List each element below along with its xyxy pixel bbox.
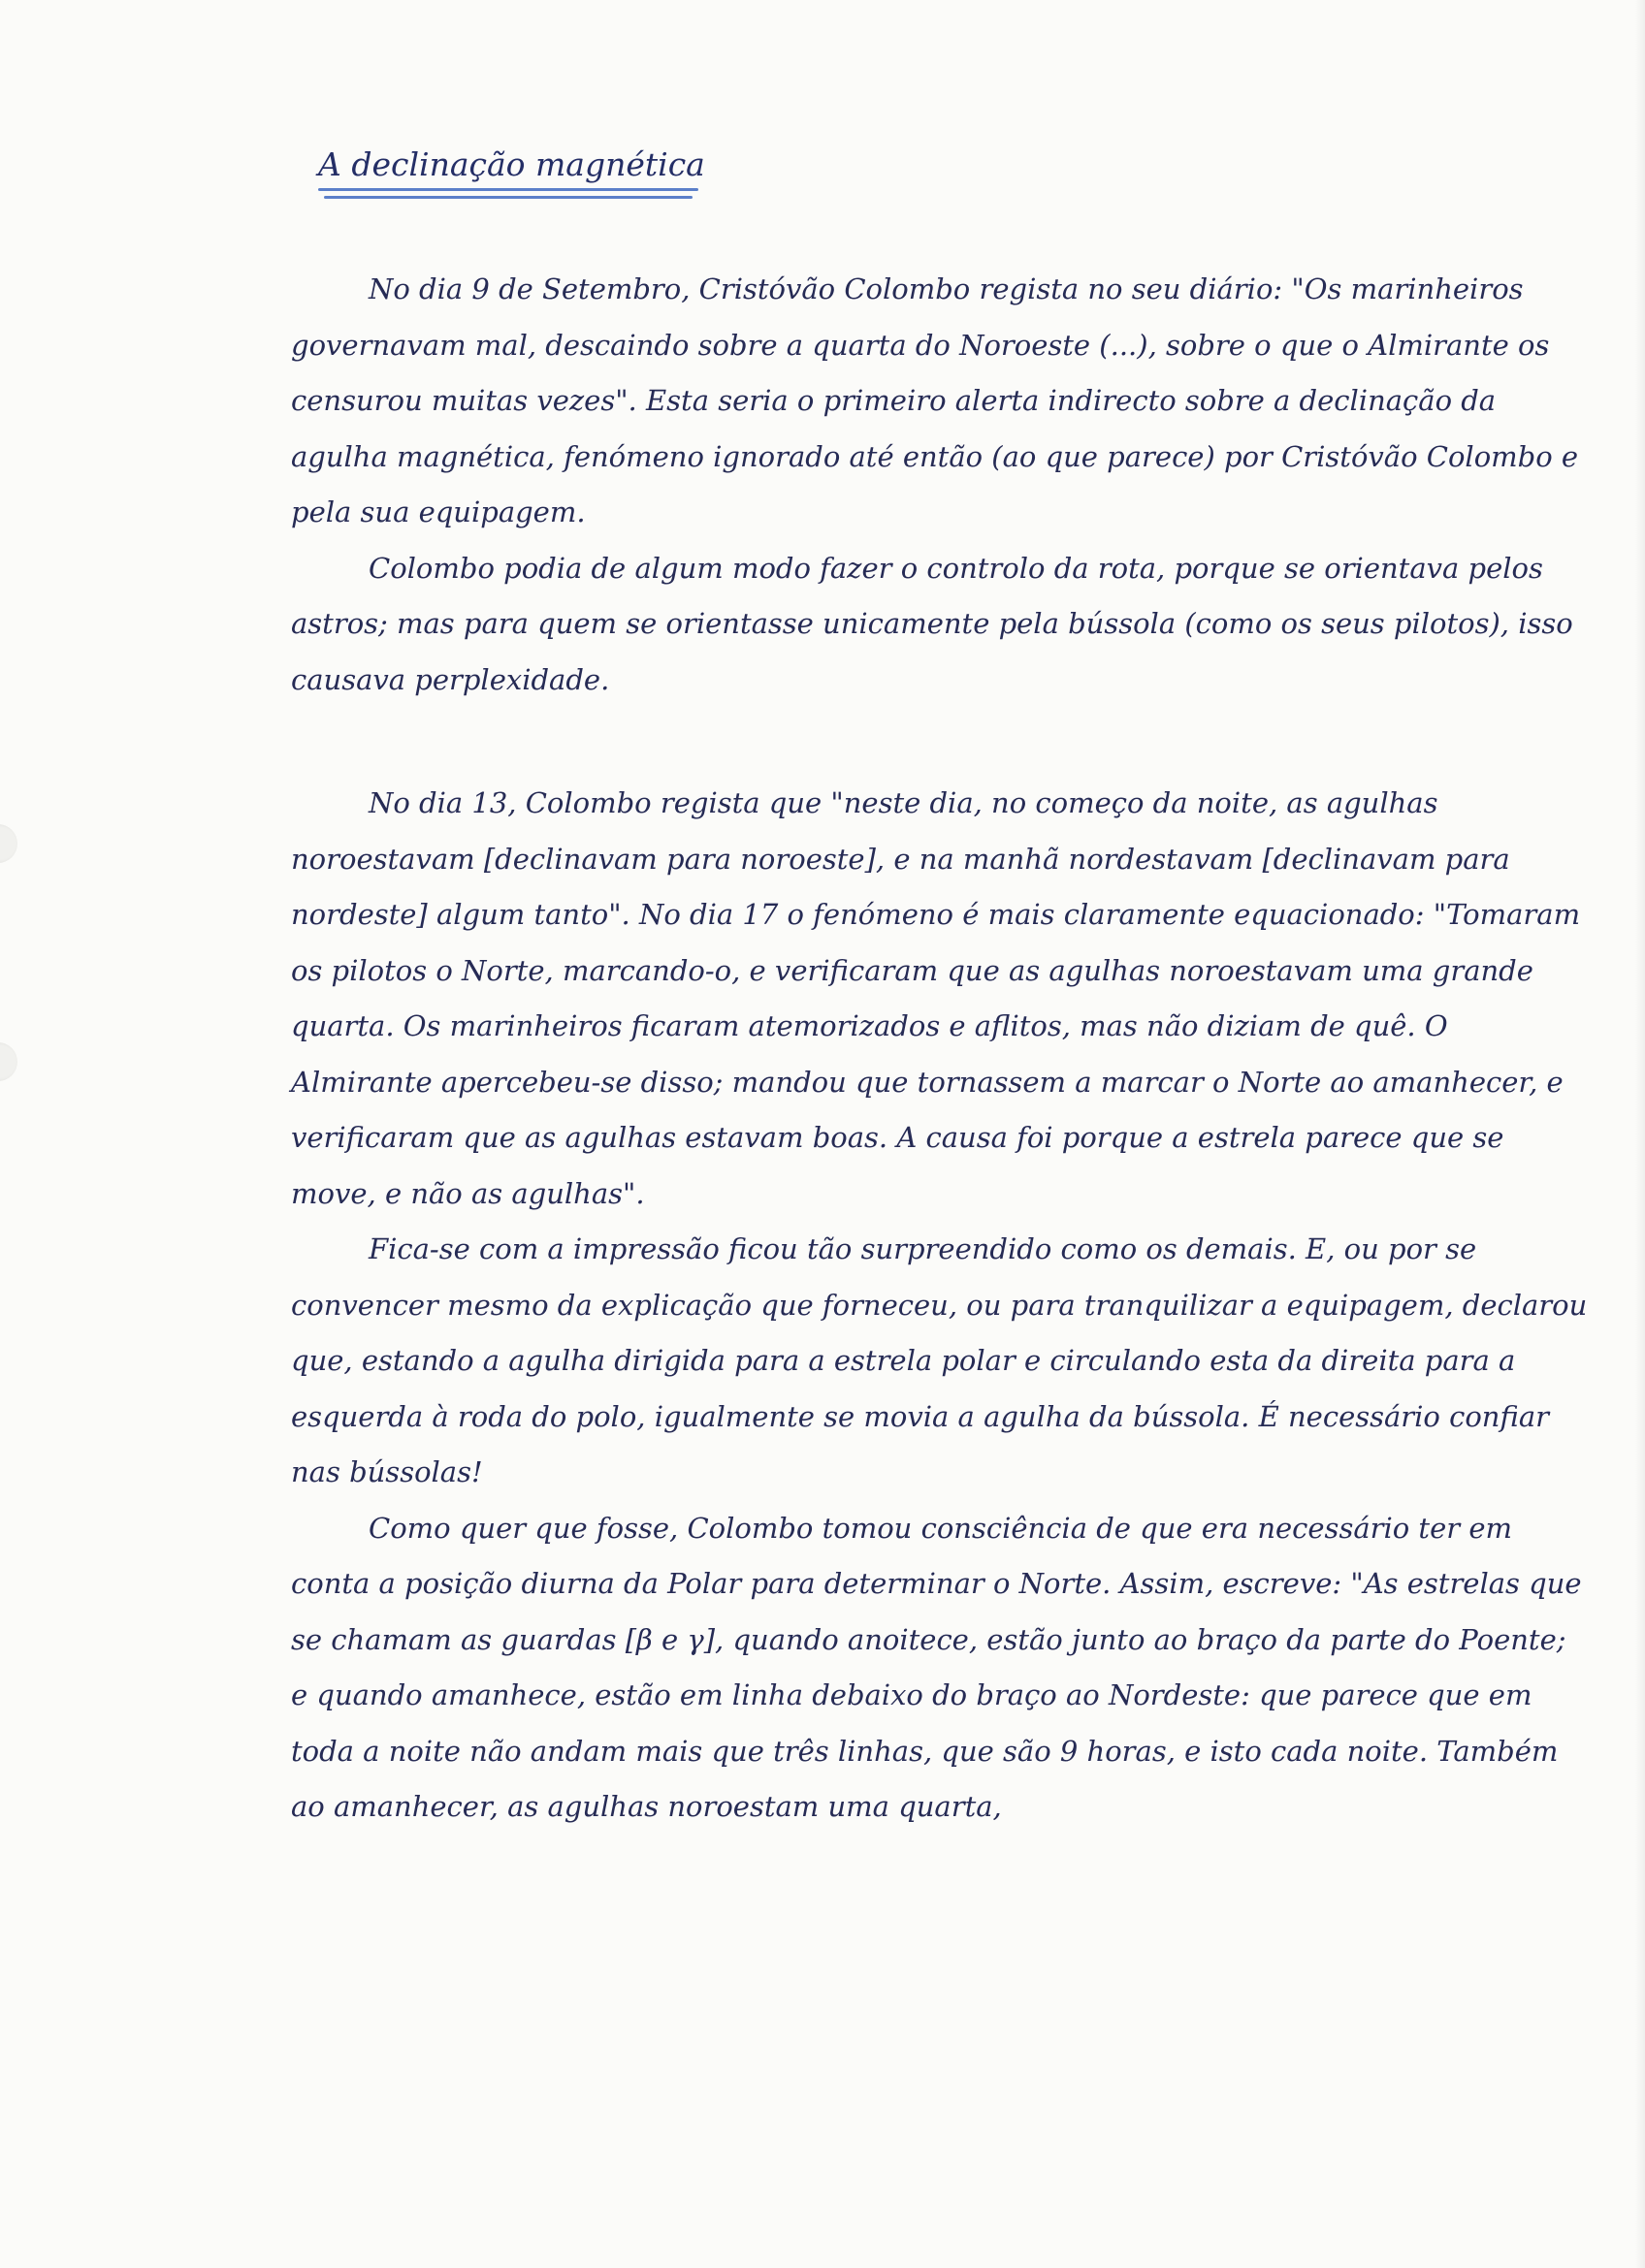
title-underline (318, 188, 698, 191)
punch-hole (0, 824, 17, 863)
paragraph: Como quer que fosse, Colombo tomou consciência de que era necessário ter em conta a posição diurna da Polar para determinar o Norte. Assim, escreve: "As estrelas que se chamam as guardas [β e γ], quando anoitece, estão junto ao braço da parte do Poente; e quando amanhece, estão em linha debaixo do braço ao Nordeste: que parece que em toda a noite não andam mais que três linhas, que são 9 horas, e isto cada noite. Também ao amanhecer, as agulhas noroestam uma quarta, (291, 1511, 1582, 1823)
page-title: A declinação magnética (318, 145, 705, 183)
paragraph: No dia 13, Colombo regista que "neste dia, no começo da noite, as agulhas noroestavam [declinavam para noroeste], e na manhã nordestavam [declinavam para nordeste] algum tanto". No dia 17 o fenómeno é mais claramente equacionado: "Tomaram os pilotos o Norte, marcando-o, e verificaram que as agulhas noroestavam uma grande quarta. Os marinheiros ficaram atemorizados e aflitos, mas não diziam de quê. O Almirante apercebeu-se disso; mandou que tornassem a marcar o Norte ao amanhecer, e verificaram que as agulhas estavam boas. A causa foi porque a estrela parece que se move, e não as agulhas". (291, 786, 1581, 1210)
punch-hole (0, 1042, 17, 1081)
paragraph: Colombo podia de algum modo fazer o controlo da rota, porque se orientava pelos astros; mas para quem se orientasse unicamente pela bússola (como os seus pilotos), isso causava perplexidade. (291, 551, 1573, 696)
paragraph: No dia 9 de Setembro, Cristóvão Colombo regista no seu diário: "Os marinheiros governavam mal, descaindo sobre a quarta do Noroeste (...), sobre o que o Almirante os censurou muitas vezes". Esta seria o primeiro alerta indirecto sobre a declinação da agulha magnética, fenómeno ignorado até então (ao que parece) por Cristóvão Colombo e pela sua equipagem. (291, 272, 1579, 528)
manuscript-body (291, 262, 1591, 1836)
title-underline (324, 196, 693, 199)
page-edge (1635, 0, 1645, 2268)
paragraph: Fica-se com a impressão ficou tão surpreendido como os demais. E, ou por se convencer mesmo da explicação que forneceu, ou para tranquilizar a equipagem, declarou que, estando a agulha dirigida para a estrela polar e circulando esta da direita para a esquerda à roda do polo, igualmente se movia a agulha da bússola. É necessário confiar nas bússolas! (291, 1232, 1588, 1488)
